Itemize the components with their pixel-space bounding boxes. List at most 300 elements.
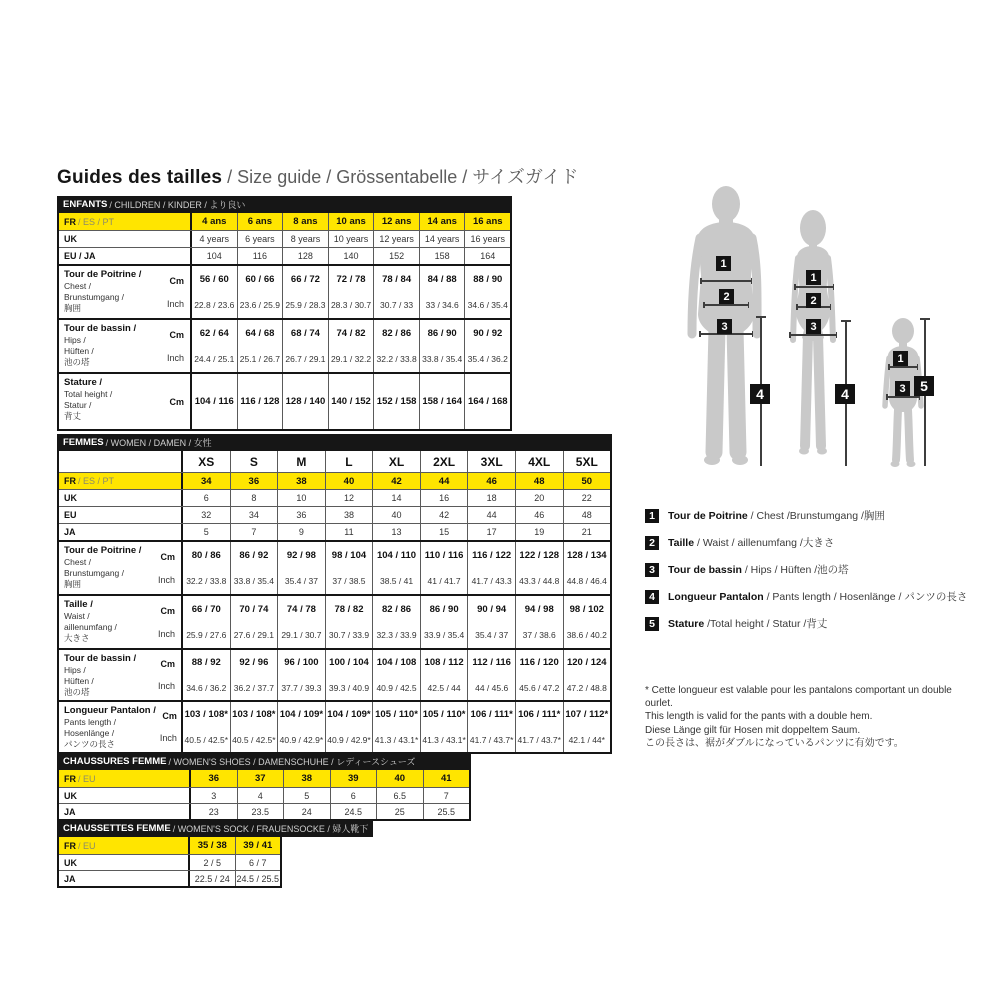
line-end-tick (917, 364, 919, 370)
measurement-label-cell (59, 596, 183, 648)
measurement-value-cell (231, 542, 279, 594)
size-value-cell: 5 (183, 524, 231, 540)
unit-cm-label: Cm (160, 659, 175, 669)
measurement-value-cell (192, 374, 238, 429)
row-label-primary: FR (64, 773, 76, 784)
cm-value: 128 / 134 (566, 549, 607, 561)
inch-value: 40.9 / 42.5 (376, 682, 417, 693)
child-marker-5-badge: 5 (914, 376, 934, 396)
measurement-value-cell (278, 650, 326, 700)
size-value-cell: 25 (377, 804, 424, 819)
cm-value: 88 / 92 (191, 657, 221, 669)
man-head (712, 186, 740, 222)
woman-right-leg (818, 336, 821, 446)
table-header-secondary: / WOMEN'S SHOES / DAMENSCHUHE / レディースシューズ (168, 757, 416, 767)
size-value-cell: 8 (231, 490, 279, 506)
measurement-legend (645, 502, 967, 637)
inch-value: 40.9 / 42.9* (279, 734, 324, 745)
inch-value: 47.2 / 48.8 (566, 682, 607, 693)
cm-value: 70 / 74 (239, 603, 269, 615)
cm-value: 78 / 84 (382, 273, 412, 285)
size-value-cell: 152 (374, 248, 420, 264)
cm-value: 112 / 116 (472, 657, 511, 669)
table-body (57, 770, 471, 821)
woman-left-arm (793, 258, 798, 340)
cm-value: 86 / 90 (429, 603, 459, 615)
unit-labels (154, 545, 175, 591)
cm-value: 66 / 72 (290, 273, 320, 285)
inch-value: 42.1 / 44* (568, 734, 605, 745)
size-value-cell: 46 (516, 507, 564, 523)
inch-value: 40.5 / 42.5* (232, 734, 276, 745)
measurement-label-line: Hüften / (64, 346, 94, 357)
footnote-line: この長さは、裾がダブルになっているパンツに有効です。 (645, 737, 904, 749)
measurement-value-cell (192, 320, 238, 372)
cm-value: 82 / 86 (382, 327, 412, 339)
line-end-tick (794, 284, 796, 290)
inch-value: 25.9 / 27.6 (186, 630, 227, 641)
cm-value: 56 / 60 (199, 273, 229, 285)
legend-text (668, 562, 849, 577)
size-row (59, 230, 510, 247)
measurement-label-line: 池の塔 (64, 687, 90, 698)
inch-value: 37.7 / 39.3 (281, 682, 322, 693)
size-row (59, 523, 610, 540)
inch-value: 35.4 / 37 (284, 576, 318, 587)
inch-value: 25.9 / 28.3 (285, 300, 326, 311)
measurement-label-line: Pants length / (64, 717, 116, 728)
measurement-row (59, 372, 510, 429)
woman-marker-3-badge: 3 (806, 319, 821, 334)
cm-value: 100 / 104 (329, 657, 369, 669)
measurement-value-cell (238, 266, 284, 318)
measurement-value-cell (192, 266, 238, 318)
row-label-cell (59, 770, 191, 787)
measurement-value-cell (374, 320, 420, 372)
measurement-label-line: Brunstumgang / (64, 292, 125, 303)
measurement-label-lines (64, 599, 117, 645)
measurement-label-line: Brunstumgang / (64, 568, 125, 579)
row-label-cell (59, 451, 183, 472)
cm-value: 122 / 128 (519, 549, 560, 561)
inch-value: 41.3 / 43.1* (374, 734, 419, 745)
measurement-label-line: Total height / (64, 389, 113, 400)
line-end-tick (836, 332, 838, 338)
measurement-value-cell (326, 596, 374, 648)
size-value-cell: 38 (326, 507, 374, 523)
unit-cm-label: Cm (169, 329, 184, 340)
size-value-cell: 2XL (421, 451, 469, 472)
size-value-cell: 34 (231, 507, 279, 523)
cm-value: 72 / 78 (336, 273, 366, 285)
line-top-cap (920, 318, 931, 320)
footnote (645, 684, 960, 750)
measurement-value-cell (516, 702, 564, 752)
measurement-row (59, 264, 510, 318)
size-value-cell: 14 years (420, 231, 466, 247)
size-value-cell: 6 (331, 788, 378, 803)
inch-value: 30.7 / 33.9 (328, 630, 370, 641)
row-label-primary: FR (64, 216, 76, 227)
size-value-cell: 37 (238, 770, 285, 787)
table-header-primary: CHAUSSETTES FEMME (63, 823, 171, 834)
line-end-tick (789, 332, 791, 338)
women-socks-size-table (57, 820, 373, 888)
size-value-cell: 44 (421, 473, 469, 489)
measurement-value-cell (465, 266, 510, 318)
size-value-cell: 158 (420, 248, 466, 264)
row-label-primary: EU (64, 510, 77, 520)
size-value-cell: 40 (373, 507, 421, 523)
measurement-label-lines (64, 323, 136, 369)
legend-item-2 (645, 529, 967, 556)
size-row (59, 787, 469, 803)
measurement-value-cell (465, 374, 510, 429)
child-head (892, 318, 914, 344)
measurement-row (59, 648, 610, 700)
woman-right-arm (828, 258, 833, 340)
measurement-value-cell (283, 374, 329, 429)
measurement-value-cell (421, 702, 469, 752)
child-marker-1-badge: 1 (893, 351, 908, 366)
cm-value: 92 / 96 (239, 657, 269, 669)
size-value-cell: 23.5 (238, 804, 285, 819)
measurement-value-cell (278, 542, 326, 594)
row-label-secondary: / EU (78, 840, 96, 851)
size-value-cell: 6.5 (377, 788, 424, 803)
measurement-value-cell (468, 702, 516, 752)
measurement-label-line: Hüften / (64, 676, 94, 687)
size-row (59, 451, 610, 472)
cm-value: 94 / 98 (524, 603, 554, 615)
size-value-cell: 4XL (516, 451, 564, 472)
size-value-cell: 5XL (575, 454, 598, 469)
legend-number-badge: 4 (645, 590, 659, 604)
cm-value: 107 / 112* (565, 709, 609, 721)
cm-value: 120 / 124 (566, 657, 607, 669)
size-value-cell: 7 (231, 524, 279, 540)
cm-value: 104 / 108 (376, 657, 417, 669)
man-marker-4-badge: 4 (750, 384, 770, 404)
row-label-cell (59, 871, 190, 886)
woman-left-leg (805, 336, 808, 446)
child-marker-3-badge: 3 (895, 381, 910, 396)
cm-value: 105 / 110* (375, 709, 418, 721)
measurement-label-line: Chest / (64, 281, 91, 292)
table-body (57, 837, 282, 888)
man-marker-1-badge: 1 (716, 256, 731, 271)
measurement-label-lines (64, 377, 112, 426)
children-size-table (57, 196, 512, 431)
measurement-label-cell (59, 542, 183, 594)
size-value-cell: 4 (238, 788, 285, 803)
measurement-value-cell (278, 596, 326, 648)
table-header-secondary: / CHILDREN / KINDER / より良い (109, 200, 246, 210)
legend-number-badge: 2 (645, 536, 659, 550)
size-value-cell: 24.5 / 25.5 (236, 873, 280, 884)
size-value-cell: 39 (331, 770, 378, 787)
size-value-cell: 20 (516, 490, 564, 506)
man-measure-line-1 (700, 280, 752, 282)
child-right-foot (907, 461, 916, 467)
size-value-cell: 10 (278, 490, 326, 506)
measurement-label-line: Chest / (64, 557, 91, 568)
cm-value: 88 / 90 (473, 273, 503, 285)
page-title (57, 163, 578, 189)
measurement-label-cell (59, 650, 183, 700)
legend-translations: / Waist / aillenumfang /大きさ (694, 537, 835, 549)
measurement-label-line: Hips / (64, 665, 86, 676)
size-row (59, 803, 469, 819)
legend-term: Taille (668, 537, 695, 549)
size-value-cell: 23 (191, 804, 238, 819)
man-right-leg (735, 329, 738, 452)
cm-value: 74 / 78 (286, 603, 316, 615)
inch-value: 41.3 / 43.1* (422, 734, 466, 745)
women-size-table (57, 434, 612, 754)
table-header-secondary: / WOMEN'S SOCK / FRAUENSOCKE / 婦人靴下 (172, 824, 369, 834)
size-value-cell: 38 (284, 770, 331, 787)
inch-value: 25.1 / 26.7 (239, 354, 280, 365)
measurement-value-cell (421, 542, 469, 594)
measurement-label-line: Tour de Poitrine / (64, 545, 142, 556)
legend-number-badge: 5 (645, 617, 659, 631)
measurement-value-cell (183, 702, 231, 752)
size-value-cell: 25.5 (437, 806, 456, 817)
inch-value: 44 / 45.6 (475, 682, 509, 693)
measurement-value-cell (420, 266, 466, 318)
unit-cm-label: Cm (160, 551, 175, 562)
inch-value: 29.1 / 30.7 (281, 630, 322, 641)
inch-value: 26.7 / 29.1 (285, 354, 326, 365)
row-label-primary: UK (64, 790, 77, 801)
size-value-cell: 34 (183, 473, 231, 489)
cm-value: 104 / 109* (279, 709, 324, 721)
size-value-cell: M (278, 451, 326, 472)
inch-value: 27.6 / 29.1 (233, 630, 274, 641)
cm-value: 74 / 82 (336, 327, 366, 339)
inch-value: 33.8 / 35.4 (422, 354, 463, 365)
size-value-cell: 48 (581, 510, 592, 520)
row-label-primary: JA (64, 527, 76, 537)
measurement-row (59, 594, 610, 648)
row-label-cell (59, 788, 191, 803)
size-value-cell: 41 (440, 773, 452, 784)
table-body (57, 213, 512, 431)
size-value-cell: 5 (284, 788, 331, 803)
size-value-cell: 6 / 7 (248, 857, 267, 868)
unit-cm-label: Cm (162, 711, 177, 721)
measurement-label-cell (59, 702, 183, 752)
size-value-cell: 24.5 (331, 804, 378, 819)
inch-value: 35.4 / 37 (475, 630, 509, 641)
inch-value: 44.8 / 46.4 (566, 576, 607, 587)
unit-labels (165, 377, 184, 426)
size-value-cell: S (231, 451, 279, 472)
row-label-primary: JA (64, 806, 76, 817)
measurement-label-line: 池の塔 (64, 357, 90, 368)
size-value-cell: 17 (468, 524, 516, 540)
size-value-cell: 3 (191, 788, 238, 803)
man-left-arm (692, 238, 700, 334)
line-top-cap (756, 316, 767, 318)
size-value-cell: 8 ans (283, 213, 329, 230)
measurement-value-cell (468, 650, 516, 700)
woman-marker-4-badge: 4 (835, 384, 855, 404)
cm-value: 86 / 90 (427, 327, 457, 339)
measurement-label-line: Tour de bassin / (64, 323, 137, 334)
row-label-primary: JA (64, 873, 76, 884)
measurement-value-cell (420, 374, 466, 429)
cm-value: 104 / 109* (327, 709, 371, 721)
size-value-cell: 19 (516, 524, 564, 540)
row-label-primary: FR (64, 476, 76, 486)
line-end-tick (700, 278, 702, 284)
woman-head (800, 210, 826, 246)
measurement-value-cell (420, 320, 466, 372)
cm-value: 103 / 108* (184, 709, 228, 721)
cm-value: 66 / 70 (191, 603, 221, 615)
inch-value: 41 / 41.7 (427, 576, 461, 587)
measurement-value-cell (238, 374, 284, 429)
man-left-leg (714, 329, 717, 452)
size-value-cell: 12 years (374, 231, 420, 247)
cm-value: 90 / 94 (477, 603, 507, 615)
size-value-cell: 8 years (283, 231, 329, 247)
footnote-line: This length is valid for the pants with a double hem. (645, 711, 873, 723)
size-value-cell: 42 (373, 473, 421, 489)
inch-value: 34.6 / 36.2 (186, 682, 227, 693)
measurement-value-cell (329, 266, 375, 318)
measurement-value-cell (516, 596, 564, 648)
measurement-value-cell (183, 542, 231, 594)
size-row (59, 770, 469, 787)
measurement-value-cell (238, 320, 284, 372)
unit-inch-label: Inch (157, 574, 175, 585)
size-value-cell: 6 ans (238, 213, 284, 230)
unit-cm-label: Cm (160, 605, 175, 616)
line-end-tick (748, 302, 750, 308)
table-header-primary: CHAUSSURES FEMME (63, 756, 167, 767)
inch-value: 32.3 / 33.9 (376, 630, 417, 641)
cm-value: 106 / 111* (518, 709, 561, 721)
measurement-value-cell (468, 542, 516, 594)
row-label-primary: UK (64, 493, 77, 503)
measurement-value-cell (373, 702, 421, 752)
legend-term: Tour de Poitrine (668, 510, 748, 522)
measurement-label-line: Statur / (64, 400, 92, 411)
legend-item-5 (645, 610, 967, 637)
cm-value: 98 / 104 (331, 549, 367, 561)
size-value-cell: 48 (516, 473, 564, 489)
size-value-cell: 10 ans (329, 213, 375, 230)
table-header-primary: ENFANTS (63, 199, 108, 210)
unit-labels (163, 323, 184, 369)
inch-value: 34.6 / 35.4 (467, 300, 508, 311)
unit-inch-label: Inch (166, 298, 184, 309)
line-end-tick (751, 278, 753, 284)
table-body (57, 451, 612, 754)
legend-translations: /Total height / Statur /背丈 (704, 618, 828, 630)
cm-value: 116 / 120 (519, 657, 559, 669)
measurement-label-lines (64, 269, 141, 315)
size-value-cell: 42 (421, 507, 469, 523)
legend-number-badge: 3 (645, 563, 659, 577)
inch-value: 38.6 / 40.2 (566, 630, 607, 641)
size-value-cell: 21 (581, 527, 592, 537)
size-value-cell: 3XL (468, 451, 516, 472)
measurement-value-cell (373, 542, 421, 594)
size-value-cell: 12 ans (374, 213, 420, 230)
cm-value: 90 / 92 (473, 327, 503, 339)
size-value-cell: XS (183, 451, 231, 472)
measurement-value-cell (516, 650, 564, 700)
row-label-primary: FR (64, 840, 76, 851)
inch-value: 28.3 / 30.7 (330, 300, 372, 311)
unit-labels (154, 653, 175, 697)
cm-value: 86 / 92 (239, 549, 269, 561)
inch-value: 32.2 / 33.8 (376, 354, 417, 365)
measurement-value-cell (564, 702, 611, 752)
size-value-cell: 116 (238, 248, 284, 264)
size-value-cell: 16 (421, 490, 469, 506)
table-header (57, 434, 612, 451)
legend-translations: / Hips / Hüften /池の塔 (741, 564, 849, 576)
measurement-label-line: Waist / (64, 611, 90, 622)
measurement-row (59, 700, 610, 752)
row-label-cell (59, 490, 183, 506)
cm-value: 68 / 74 (290, 327, 320, 339)
inch-value: 33.8 / 35.4 (233, 576, 274, 587)
legend-text (668, 616, 827, 631)
measurement-label-cell (59, 374, 192, 429)
child-right-leg (908, 410, 910, 460)
cm-value: 110 / 116 (424, 549, 464, 561)
measurement-value-cell (183, 650, 231, 700)
cm-value: 128 / 140 (285, 396, 326, 407)
page-title-primary: Guides des tailles (57, 167, 223, 188)
size-value-cell: 104 (192, 248, 238, 264)
size-value-cell: 2 / 5 (190, 855, 236, 870)
unit-inch-label: Inch (159, 733, 177, 743)
line-top-cap (841, 320, 852, 322)
woman-marker-1-badge: 1 (806, 270, 821, 285)
inch-value: 24.4 / 25.1 (194, 354, 235, 365)
measurement-value-cell (468, 596, 516, 648)
measurement-label-cell (59, 320, 192, 372)
measurement-label-line: Hosenlänge / (64, 728, 115, 739)
row-label-cell (59, 248, 192, 264)
woman-right-foot (817, 448, 827, 455)
measurement-label-line: 背丈 (64, 411, 82, 422)
cm-value: 105 / 110* (422, 709, 466, 721)
measurement-value-cell (283, 320, 329, 372)
child-left-leg (896, 410, 898, 460)
measurement-label-line: Tour de bassin / (64, 653, 137, 664)
measurement-value-cell (329, 320, 375, 372)
inch-value: 36.2 / 37.7 (233, 682, 274, 693)
measurement-value-cell (231, 596, 279, 648)
table-header (57, 753, 471, 770)
row-label-secondary: / ES / PT (78, 216, 115, 227)
legend-item-3 (645, 556, 967, 583)
inch-value: 41.7 / 43.7* (517, 734, 561, 745)
inch-value: 30.7 / 33 (380, 300, 414, 311)
row-label-cell (59, 473, 183, 489)
cm-value: 78 / 82 (334, 603, 364, 615)
measurement-label-line: Hips / (64, 335, 86, 346)
man-right-arm (752, 238, 757, 334)
